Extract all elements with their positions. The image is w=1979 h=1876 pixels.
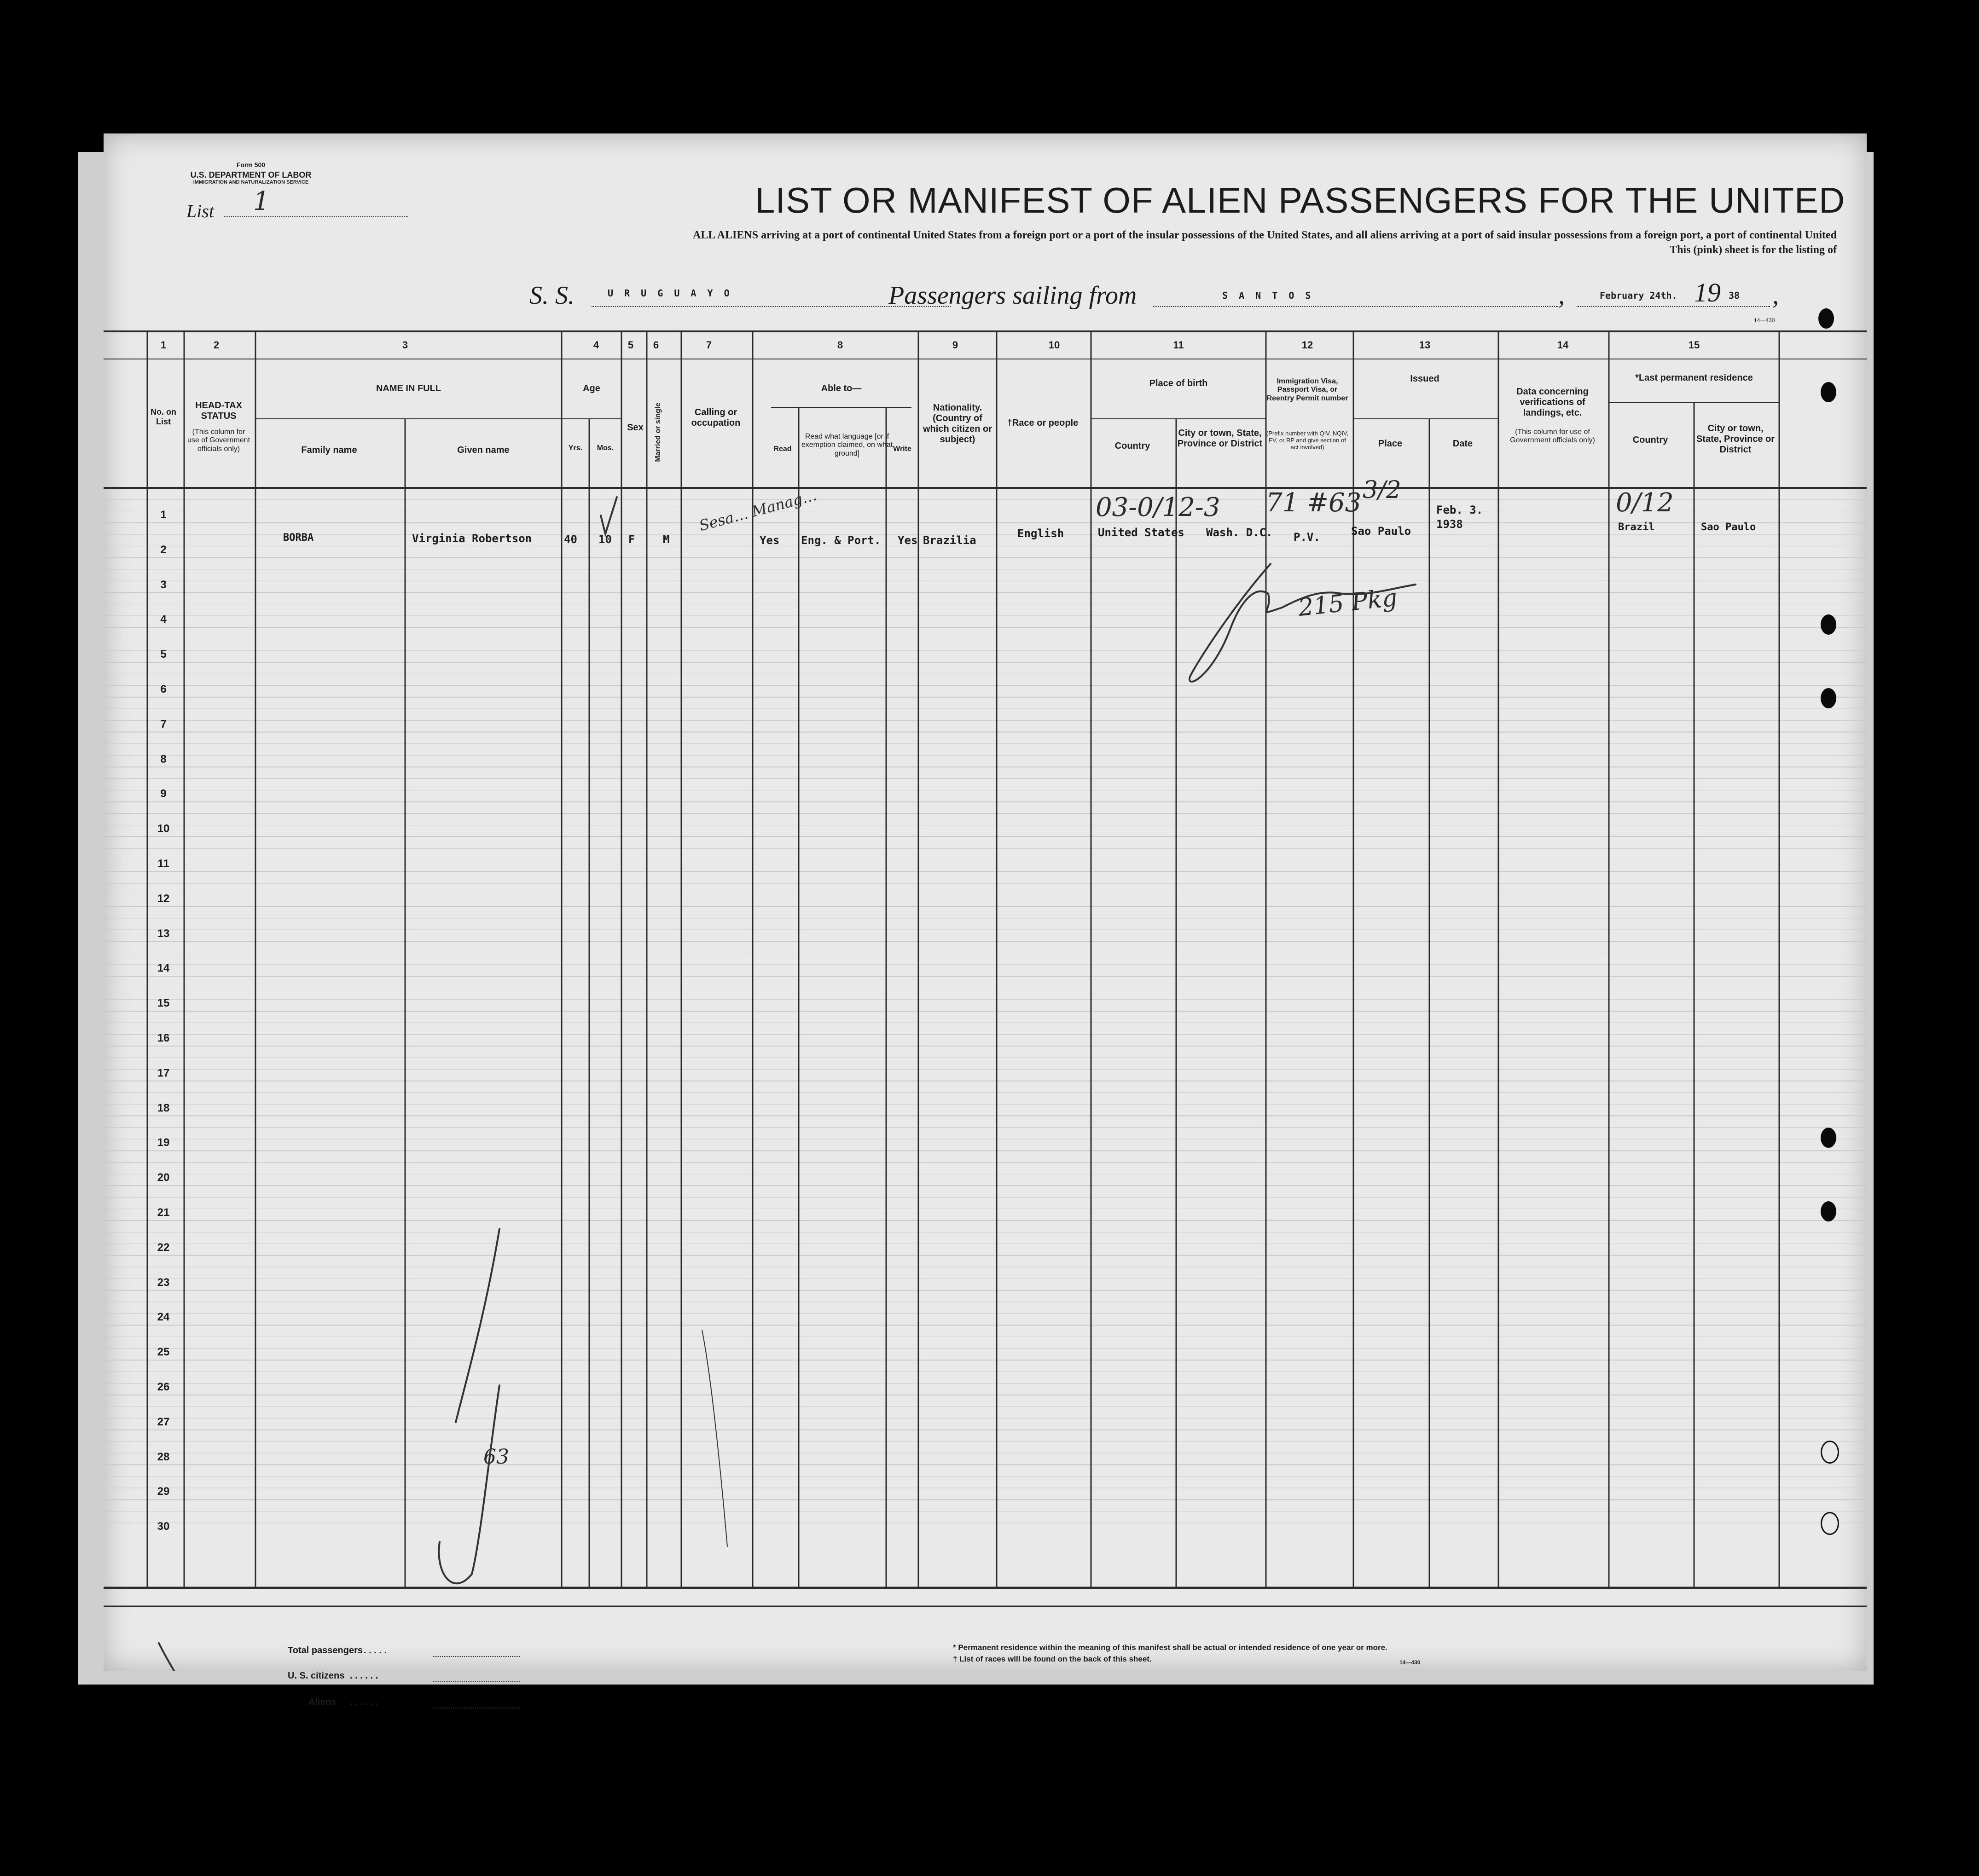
- residence-city-header: City or town, State, Province or District: [1696, 423, 1775, 455]
- col-number-13: 13: [1419, 339, 1431, 351]
- issued-header: Issued: [1410, 374, 1439, 384]
- total-passengers-label: Total passengers: [288, 1645, 363, 1656]
- row-number: 8: [160, 753, 167, 765]
- read-language-header: Read what language [or if exemption claimed, on what ground]: [801, 433, 893, 457]
- residence-annotation: 0/12: [1616, 488, 1674, 518]
- subtitle-line-1: ALL ALIENS arriving at a port of continental United States from a foreign port or a port of the insular possessions of the United States, and all aliens arriving at a port of said insular possessions from a foreign port, a port of continental United: [693, 229, 1837, 241]
- head-tax-header: HEAD-TAX STATUS: [195, 400, 242, 421]
- col-number-4: 4: [593, 339, 599, 351]
- year-suffix: 38: [1729, 290, 1740, 301]
- row-number: 23: [157, 1276, 170, 1289]
- occupation-annotation: Sesa… Manag…: [697, 486, 818, 535]
- issued-date-header: Date: [1452, 439, 1473, 449]
- page-title: LIST OR MANIFEST OF ALIEN PASSENGERS FOR THE UNITED: [755, 180, 1846, 220]
- col-number-5: 5: [627, 339, 634, 351]
- col-number-15: 15: [1688, 339, 1700, 351]
- age-header: Age: [583, 383, 600, 394]
- married-header: Married or single: [654, 402, 662, 462]
- head-tax-note: (This column for use of Government officials only): [187, 428, 250, 453]
- us-citizens-line: [433, 1681, 520, 1682]
- row-number: 15: [157, 997, 170, 1010]
- age-years-cell: 40: [564, 533, 577, 546]
- row-number: 3: [160, 578, 167, 591]
- col-number-11: 11: [1173, 339, 1184, 351]
- handwritten-marks: [104, 133, 1867, 1671]
- row-number: 1: [160, 509, 167, 521]
- row-number: 16: [157, 1032, 170, 1044]
- form-code-bottom: 14—430: [1399, 1659, 1421, 1666]
- issued-place-cell: Sao Paulo: [1351, 525, 1411, 538]
- visa-cell: P.V.: [1294, 531, 1320, 544]
- department-label: U.S. DEPARTMENT OF LABOR: [190, 170, 312, 179]
- sex-cell: F: [628, 533, 635, 546]
- col-number-1: 1: [160, 339, 167, 351]
- language-cell: Eng. & Port.: [801, 534, 881, 547]
- col-number-9: 9: [952, 339, 958, 351]
- row-number: 19: [157, 1136, 170, 1149]
- write-cell: Yes: [898, 534, 918, 547]
- residence-country-header: Country: [1632, 435, 1668, 445]
- row-number: 25: [157, 1346, 170, 1359]
- row-number: 9: [160, 787, 167, 800]
- subtitle-line-2: This (pink) sheet is for the listing of: [1670, 244, 1837, 256]
- row-number: 18: [157, 1101, 170, 1114]
- mos-header: Mos.: [597, 444, 614, 452]
- aliens-label: Aliens: [308, 1697, 337, 1707]
- no-on-list-header: No. on List: [151, 407, 176, 426]
- married-cell: M: [663, 533, 670, 546]
- birth-city-cell: Wash. D.C.: [1206, 526, 1273, 539]
- col-number-8: 8: [837, 339, 843, 351]
- col-number-12: 12: [1301, 339, 1313, 351]
- write-header: Write: [893, 445, 911, 453]
- family-name-cell: BORBA: [283, 532, 314, 544]
- row-number: 27: [157, 1415, 170, 1428]
- row-number: 10: [157, 822, 170, 835]
- age-months-cell: 10: [598, 533, 612, 546]
- binder-hole: [1821, 382, 1836, 402]
- port-name: S A N T O S: [1222, 290, 1314, 301]
- row-number: 7: [160, 718, 167, 730]
- landings-note: (This column for use of Government officials only): [1510, 428, 1595, 445]
- issued-place-header: Place: [1378, 439, 1403, 449]
- visa-header: Immigration Visa, Passport Visa, or Reentry Permit number: [1266, 377, 1348, 402]
- ship-name: U R U G U A Y O: [608, 288, 732, 299]
- able-to-header: Able to—: [821, 383, 862, 394]
- row-number: 6: [160, 683, 167, 695]
- binder-hole: [1821, 1441, 1839, 1464]
- issued-date-cell: Feb. 3. 1938: [1436, 504, 1483, 531]
- birth-code-annotation: 03-0/12-3: [1096, 492, 1220, 522]
- list-value: 1: [253, 186, 270, 216]
- row-number: 5: [160, 648, 167, 661]
- sailing-date: February 24th.: [1600, 290, 1677, 301]
- row-number: 24: [157, 1311, 170, 1324]
- last-residence-header: *Last permanent residence: [1635, 373, 1753, 383]
- birth-city-header: City or town, State, Province or District: [1177, 428, 1263, 449]
- race-cell: English: [1017, 527, 1064, 540]
- row-number: 2: [160, 543, 167, 556]
- col-number-14: 14: [1557, 339, 1569, 351]
- row-number: 30: [157, 1520, 170, 1533]
- binder-hole: [1821, 1512, 1839, 1535]
- birth-country-cell: United States: [1098, 526, 1184, 539]
- nationality-cell: Brazilia: [923, 534, 976, 547]
- ss-label: S. S.: [529, 281, 575, 310]
- row-number: 4: [160, 613, 167, 626]
- issued-annotation: 3/2: [1363, 476, 1401, 504]
- nationality-header: Nationality. (Country of which citizen or subject): [923, 403, 992, 445]
- footer-note-races: † List of races will be found on the back of this sheet.: [953, 1655, 1152, 1663]
- visa-note: (Prefix number with QIV, NQIV, FV, or RP and give section of act involved): [1266, 430, 1349, 451]
- binder-hole: [1821, 688, 1836, 708]
- service-label: IMMIGRATION AND NATURALIZATION SERVICE: [193, 179, 309, 185]
- binder-hole: [1821, 1201, 1836, 1222]
- visa-annotation: 71 #63: [1266, 488, 1362, 518]
- read-header: Read: [773, 445, 792, 453]
- row-number: 26: [157, 1381, 170, 1393]
- row-number: 20: [157, 1171, 170, 1184]
- row-number: 12: [157, 892, 170, 905]
- family-name-header: Family name: [301, 445, 357, 455]
- col-number-7: 7: [706, 339, 712, 351]
- row-number: 17: [157, 1066, 170, 1079]
- row-number: 22: [157, 1241, 170, 1254]
- row-number: 11: [157, 857, 169, 870]
- residence-city-cell: Sao Paulo: [1701, 521, 1756, 533]
- place-of-birth-header: Place of birth: [1149, 378, 1208, 388]
- us-citizens-label: U. S. citizens: [288, 1671, 345, 1681]
- yrs-header: Yrs.: [568, 444, 583, 452]
- signature-annotation: 215 Pkg: [1297, 584, 1399, 622]
- binder-hole: [1821, 614, 1836, 635]
- col-number-2: 2: [213, 339, 220, 351]
- binder-hole: [1818, 308, 1834, 329]
- total-passengers-line: [433, 1656, 520, 1657]
- row-number: 14: [157, 962, 170, 975]
- passengers-label: Passengers sailing from: [888, 281, 1137, 310]
- row-number: 29: [157, 1485, 170, 1498]
- manifest-page: Form 500 U.S. DEPARTMENT OF LABOR IMMIGRATION AND NATURALIZATION SERVICE List 1 LIST OR MANIFEST OF ALIEN PASSENGERS FOR THE UNITED ALL ALIENS arriving at a port of continental United States from a foreign port or a port of the insular possessions of the United States, and all aliens arriving at a port of said insular possessions from a foreign port, a port of continental United This (pink) sheet is for the listing of S. S. U R U G U A Y O Passengers sailing from S A N T O S , February 24th. , 19 38 14—430 1 2 3 4 5 6 7 8 9 10 11 12 13 14 15 No. on List HEAD-TAX STATUS (This column for use of Government officials only) NAME IN FULL Family name Given name Age Yrs. Mos. Sex Married or single Calling or occupation Able to— Read Read what language [or if exemption claimed, on what ground] Write Nationality. (Country of which citizen or subject) †Race or people Place of birth Country City or town, State, Province or District Immigration Visa, Passport Visa, or Reentry Permit number (Prefix number with QIV, NQIV, FV, or RP and give section of act involved) Issued Place Date Data concerning verifications of landings, etc. (This column for use of Government officials only) *Last permanent residence Country City or town, State, Province or District 1 2 3 4 5 6 7 8 9 10 11 12 13 14 15 16 17 18 19 20 21 22 23 24 25 26 27 28 29 30 BORBA Virginia Robertson 40 10 F M Yes Eng. & Port. Yes Brazilia English United States Wash. D.C. P.V. Sao Paulo Feb. 3. 1938 Brazil Sao Paulo 03-0/12-3 71 #63 3/2 0/12 Sesa… Manag… 215 Pkg 63 Total passengers . . . . . U. S. citizens . . . . . . Aliens . . . . . . * Permanent residence within the meaning of this manifest shall be actual or intended residence of one year or more. † List of races will be found on the back of this sheet. 14—430: [104, 133, 1867, 1671]
- form-code-top: 14—430: [1754, 317, 1775, 324]
- landings-header: Data concerning verifications of landings, etc.: [1516, 387, 1589, 418]
- read-cell: Yes: [760, 534, 780, 547]
- footer-note-residence: * Permanent residence within the meaning of this manifest shall be actual or intended residence of one year or more.: [953, 1643, 1387, 1652]
- col-number-6: 6: [653, 339, 659, 351]
- row-number: 21: [157, 1206, 170, 1219]
- calling-header: Calling or occupation: [691, 407, 741, 428]
- list-label: List: [186, 201, 215, 221]
- col-number-3: 3: [402, 339, 408, 351]
- birth-country-header: Country: [1114, 441, 1150, 451]
- row-number: 28: [157, 1450, 170, 1463]
- given-name-cell: Virginia Robertson: [412, 532, 532, 545]
- col-number-10: 10: [1048, 339, 1060, 351]
- binder-hole: [1821, 1128, 1836, 1148]
- residence-country-cell: Brazil: [1618, 521, 1655, 533]
- race-header: †Race or people: [1007, 418, 1079, 428]
- sex-header: Sex: [627, 423, 644, 433]
- form-number: Form 500: [236, 161, 266, 168]
- name-in-full-header: NAME IN FULL: [376, 383, 441, 394]
- given-name-header: Given name: [457, 445, 510, 455]
- year-prefix: 19: [1694, 278, 1721, 307]
- row-number: 13: [157, 927, 170, 940]
- page-note-annotation: 63: [483, 1445, 509, 1469]
